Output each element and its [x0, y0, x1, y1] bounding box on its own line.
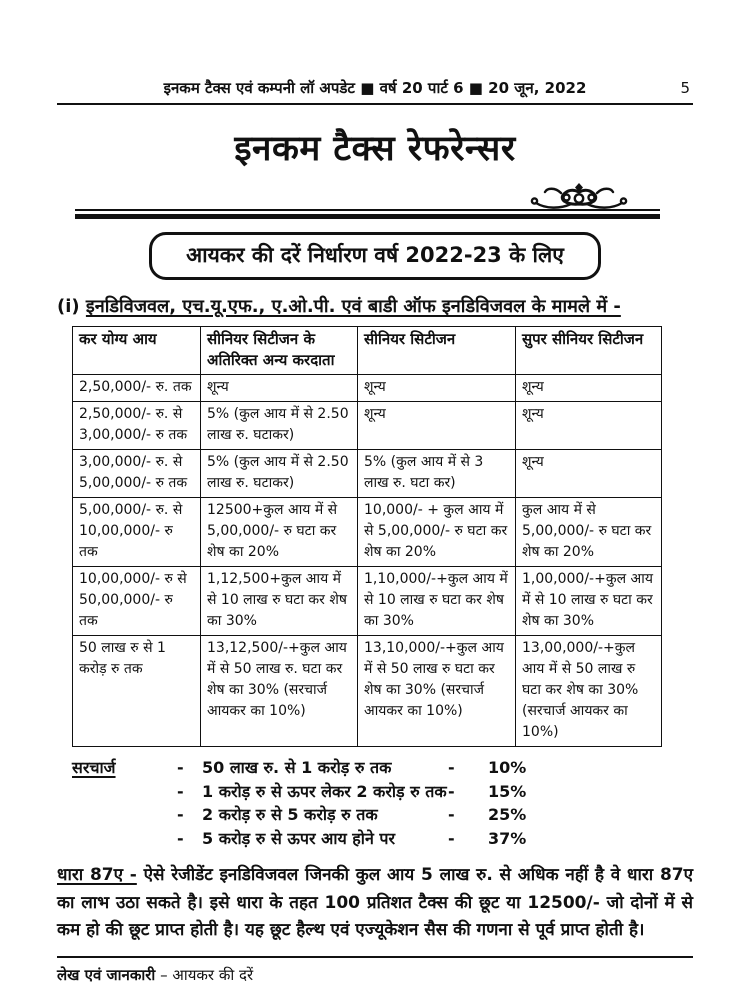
page-number: 5 — [680, 79, 690, 97]
section-heading-prefix: (i) — [57, 296, 80, 317]
table-header-row — [73, 327, 662, 375]
surcharge-label-spacer — [72, 780, 177, 804]
page-footer — [57, 956, 693, 985]
dash: - — [177, 758, 184, 777]
footer-separator: – — [160, 965, 168, 984]
table-cell: शून्य — [201, 375, 358, 402]
tax-rates-table — [72, 326, 662, 747]
table-cell: 5% (कुल आय में से 2.50 लाख रु. घटाकर) — [201, 402, 358, 450]
surcharge-rate: 25% — [488, 805, 527, 824]
divider-thick-rule — [75, 214, 660, 219]
section-heading — [57, 295, 693, 319]
table-cell: शून्य — [358, 402, 516, 450]
table-cell: शून्य — [358, 375, 516, 402]
table-cell: 50 लाख रु से 1 करोड़ रु तक — [73, 636, 201, 747]
ornamental-divider — [75, 183, 660, 219]
surcharge-row — [72, 780, 750, 804]
col-header-other-taxpayers: सीनियर सिटीजन के अतिरिक्त अन्य करदाता — [201, 327, 358, 375]
table-cell: 1,00,000/-+कुल आय में से 10 लाख रु घटा कर शेष का 30% — [516, 567, 662, 636]
col-header-super-senior-citizen: सुपर सीनियर सिटीजन — [516, 327, 662, 375]
table-cell: 5% (कुल आय में से 2.50 लाख रु. घटाकर) — [201, 450, 358, 498]
footer-label: लेख एवं जानकारी — [57, 965, 156, 984]
table-row — [73, 450, 662, 498]
surcharge-rate: 37% — [488, 828, 527, 848]
dash: - — [448, 828, 455, 848]
surcharge-range: 1 करोड़ रु से ऊपर लेकर 2 करोड़ रु तक — [202, 781, 447, 801]
journal-title: इनकम टैक्स एवं कम्पनी लॉ अपडेट ■ वर्ष 20 पार्ट 6 ■ 20 जून, 2022 — [163, 79, 587, 97]
table-cell: 12500+कुल आय में से 5,00,000/- रु घटा कर शेष का 20% — [201, 498, 358, 567]
table-cell: 10,00,000/- रु से 50,00,000/- रु तक — [73, 567, 201, 636]
surcharge-section — [72, 756, 750, 850]
table-cell: 2,50,000/- रु. से 3,00,000/- रु तक — [73, 402, 201, 450]
table-cell: कुल आय में से 5,00,000/- रु घटा कर शेष का 20% — [516, 498, 662, 567]
table-cell: शून्य — [516, 375, 662, 402]
table-row — [73, 375, 662, 402]
surcharge-row — [72, 827, 750, 851]
surcharge-label-spacer — [72, 803, 177, 827]
dash: - — [177, 828, 184, 848]
divider-thin-rule — [75, 209, 660, 211]
col-header-senior-citizen: सीनियर सिटीजन — [358, 327, 516, 375]
surcharge-row — [72, 756, 750, 780]
table-cell: 3,00,000/- रु. से 5,00,000/- रु तक — [73, 450, 201, 498]
surcharge-range: 50 लाख रु. से 1 करोड़ रु तक — [202, 758, 392, 777]
dash: - — [448, 805, 455, 824]
surcharge-label: सरचार्ज — [72, 758, 116, 777]
surcharge-row — [72, 803, 750, 827]
table-row — [73, 636, 662, 747]
surcharge-range: 2 करोड़ रु से 5 करोड़ रु तक — [202, 805, 378, 824]
table-cell: 5% (कुल आय में से 3 लाख रु. घटा कर) — [358, 450, 516, 498]
surcharge-range: 5 करोड़ रु से ऊपर आय होने पर — [202, 828, 396, 848]
table-cell: 13,00,000/-+कुल आय में से 50 लाख रु घटा कर शेष का 30% (सरचार्ज आयकर का 10%) — [516, 636, 662, 747]
col-header-taxable-income: कर योग्य आय — [73, 327, 201, 375]
table-cell: 2,50,000/- रु. तक — [73, 375, 201, 402]
dash: - — [448, 758, 455, 777]
section-87a-paragraph — [57, 862, 693, 945]
surcharge-rate: 10% — [488, 758, 527, 777]
flourish-ornament-icon — [528, 183, 630, 210]
dash: - — [177, 781, 184, 801]
table-cell: शून्य — [516, 402, 662, 450]
table-cell: 10,000/- + कुल आय में से 5,00,000/- रु घटा कर शेष का 20% — [358, 498, 516, 567]
section-87a-label: धारा 87ए - — [57, 865, 137, 885]
surcharge-label-spacer — [72, 827, 177, 851]
dash: - — [448, 781, 455, 801]
table-cell: शून्य — [516, 450, 662, 498]
table-cell: 1,12,500+कुल आय में से 10 लाख रु घटा कर शेष का 30% — [201, 567, 358, 636]
table-row — [73, 402, 662, 450]
table-row — [73, 567, 662, 636]
section-heading-text: इनडिविजवल, एच.यू.एफ., ए.ओ.पी. एवं बाडी ऑफ इनडिविजवल के मामले में - — [85, 296, 621, 317]
dash: - — [177, 805, 184, 824]
table-cell: 5,00,000/- रु. से 10,00,000/- रु तक — [73, 498, 201, 567]
table-row — [73, 498, 662, 567]
footer-text: आयकर की दरें — [172, 965, 254, 984]
table-cell: 13,12,500/-+कुल आय में से 50 लाख रु. घटा कर शेष का 30% (सरचार्ज आयकर का 10%) — [201, 636, 358, 747]
section-87a-text: ऐसे रेजीडेंट इनडिविजवल जिनकी कुल आय 5 लाख रु. से अधिक नहीं है वे धारा 87ए का लाभ उठा सकते है। इसे धारा के तहत 100 प्रतिशत टैक्स की छूट या 12500/- जो दोनों में से कम हो की छूट प्राप्त होती है। यह छूट हैल्थ एवं एज्यूकेशन सैस की गणना से पूर्व प्राप्त होती है। — [57, 865, 694, 940]
table-cell: 13,10,000/-+कुल आय में से 50 लाख रु घटा कर शेष का 30% (सरचार्ज आयकर का 10%) — [358, 636, 516, 747]
running-header — [57, 78, 693, 105]
boxed-heading: आयकर की दरें निर्धारण वर्ष 2022-23 के लिए — [149, 232, 601, 280]
surcharge-rate: 15% — [488, 781, 527, 801]
table-cell: 1,10,000/-+कुल आय में से 10 लाख रु घटा कर शेष का 30% — [358, 567, 516, 636]
page-title: इनकम टैक्स रेफरेन्सर — [234, 129, 516, 169]
